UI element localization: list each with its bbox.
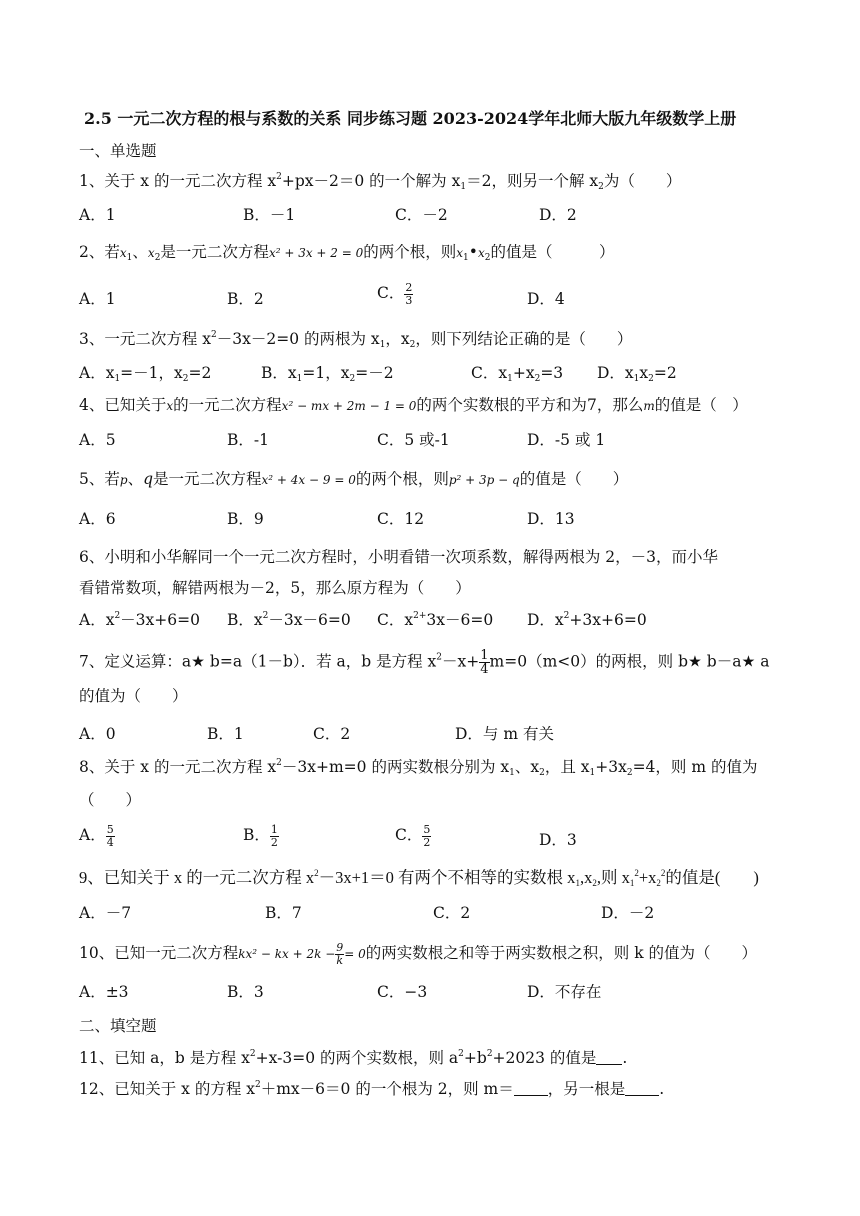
option-a: A．5 (79, 431, 116, 449)
option-c: C．−3 (377, 983, 428, 1001)
fraction-numerator: 5 (106, 822, 114, 836)
option-d: D．$x^2+3x+6=0$ (527, 611, 647, 629)
option-c: C． $\frac{2}{3}$ (377, 280, 413, 307)
option-a: A．$x^2-3x+6=0$ (79, 611, 200, 629)
fraction-denominator: 4 (480, 662, 489, 677)
option-c: C．$x_1+x_2=3$ (471, 364, 564, 384)
question-8-line-2: （ ） (79, 791, 142, 809)
option-b: B．1 (207, 725, 244, 743)
option-d: D．不存在 (527, 983, 602, 1001)
question-6-line-2: 看错常数项，解错两根为－2，5，那么原方程为（ ） (79, 579, 471, 597)
question-10: 10、已知一元二次方程kx² − kx + 2k − $\frac{9}{k}$ = 0的两实数根之和等于两实数根之积，则 k 的值为（ ） (79, 940, 758, 967)
option-b: B．2 (227, 290, 264, 308)
question-11: 11、已知 a，b 是方程 $x^2+x-3=0$ 的两个实数根，则 $a^2+b^2+2023$ 的值是 . (79, 1049, 628, 1067)
question-5: 5、若p、q是一元二次方程x² + 4x − 9 = 0的两个根，则p² + 3p − q的值是（ ） (79, 470, 629, 488)
option-a: A．±3 (79, 983, 129, 1001)
section-heading-single-choice: 一、单选题 (79, 142, 157, 160)
option-a: A． $\frac{5}{4}$ (79, 822, 114, 849)
option-c: C． $\frac{5}{2}$ (395, 822, 431, 849)
question-6-line-1: 6、小明和小华解同一个一元二次方程时，小明看错一次项系数，解得两根为 2，－3，而小华 (79, 548, 719, 566)
fraction-numerator: 9 (336, 940, 344, 954)
option-c: C．－2 (395, 206, 448, 224)
question-4: 4、已知关于x的一元二次方程x² − mx + 2m − 1 = 0的两个实数根的平方和为7，那么m的值是（ ） (79, 396, 748, 414)
question-1: 1、关于 x 的一元二次方程 $x^2+px-2=0$ 的一个解为 $x_1=2$，则另一个解 $x_2$为（ ） (79, 172, 682, 192)
option-d: D．-5 或 1 (527, 431, 606, 449)
option-b: B．3 (227, 983, 264, 1001)
option-b: B．$x^2-3x-6=0$ (227, 611, 351, 629)
fraction-denominator: 2 (270, 835, 278, 849)
page-title: 2.5 一元二次方程的根与系数的关系 同步练习题 2023-2024学年北师大版九年级数学上册 (84, 109, 737, 128)
option-b: B．$x_1=1$，$x_2=-2$ (261, 364, 394, 384)
option-a: A．$x_1=-1$，$x_2=2$ (79, 364, 212, 384)
option-c: C．5 或-1 (377, 431, 450, 449)
question-3: 3、一元二次方程 $x^2-3x-2=0$ 的两根为 $x_1$，$x_2$，则下列结论正确的是（ ） (79, 330, 633, 350)
section-heading-fill-in: 二、填空题 (79, 1017, 157, 1035)
option-b: B．－1 (243, 206, 296, 224)
option-c: C．2 (433, 904, 471, 922)
option-d: D．$x_1x_2=2$ (597, 364, 677, 384)
option-a: A．0 (79, 725, 116, 743)
option-b: B．-1 (227, 431, 269, 449)
answer-blank[interactable] (596, 1050, 622, 1065)
option-d: D．13 (527, 510, 575, 528)
answer-blank-other-root[interactable] (625, 1081, 659, 1096)
question-7: 7、定义运算：a★ b=a（1－b）．若 a，b 是方程 $x^2-x+$ $\frac{1}{4}$ m=0（m<0）的两根，则 b★ b－a★ a (79, 648, 770, 677)
fraction-numerator: 1 (270, 822, 278, 836)
answer-blank-m[interactable] (514, 1081, 548, 1096)
fraction-denominator: 4 (106, 835, 114, 849)
fraction-numerator: 2 (405, 280, 413, 294)
option-a: A．1 (79, 290, 116, 308)
option-d: D．与 m 有关 (455, 725, 554, 743)
option-a: A．－7 (79, 904, 132, 922)
question-9: 9、已知关于 x 的一元二次方程 $x^2-3x+1=0$ 有两个不相等的实数根 $x_1,x_2$,则 $x_1^2+x_2^2$的值是( ) (79, 868, 759, 888)
fraction-denominator: k (336, 953, 344, 967)
option-c: C．$x^{2+}3x-6=0$ (377, 611, 494, 629)
fraction-numerator: 5 (423, 822, 431, 836)
question-12: 12、已知关于 x 的方程 $x^2+mx-6=0$ 的一个根为 2，则 m＝ ，另一根是 . (79, 1080, 665, 1098)
fraction-denominator: 2 (423, 835, 431, 849)
option-c: C．12 (377, 510, 425, 528)
option-d: D．2 (539, 206, 577, 224)
question-7-line-2: 的值为（ ） (79, 687, 188, 705)
fraction-numerator: 1 (480, 648, 489, 663)
option-d: D．－2 (601, 904, 655, 922)
option-c: C．2 (313, 725, 351, 743)
option-b: B． $\frac{1}{2}$ (243, 822, 278, 849)
question-8: 8、关于 x 的一元二次方程 $x^2-3x+m=0$ 的两实数根分别为 $x_1$、$x_2$，且 $x_1+3x_2=4$，则 m 的值为 (79, 758, 758, 778)
option-a: A．1 (79, 206, 116, 224)
option-b: B．7 (265, 904, 302, 922)
question-2: 2、若$x_1$、$x_2$是一元二次方程x² + 3x + 2 = 0的两个根，则$x_1•x_2$的值是（ ） (79, 243, 615, 263)
fraction-denominator: 3 (405, 293, 413, 307)
option-d: D．3 (539, 831, 577, 849)
option-b: B．9 (227, 510, 264, 528)
option-d: D．4 (527, 290, 565, 308)
option-a: A．6 (79, 510, 116, 528)
